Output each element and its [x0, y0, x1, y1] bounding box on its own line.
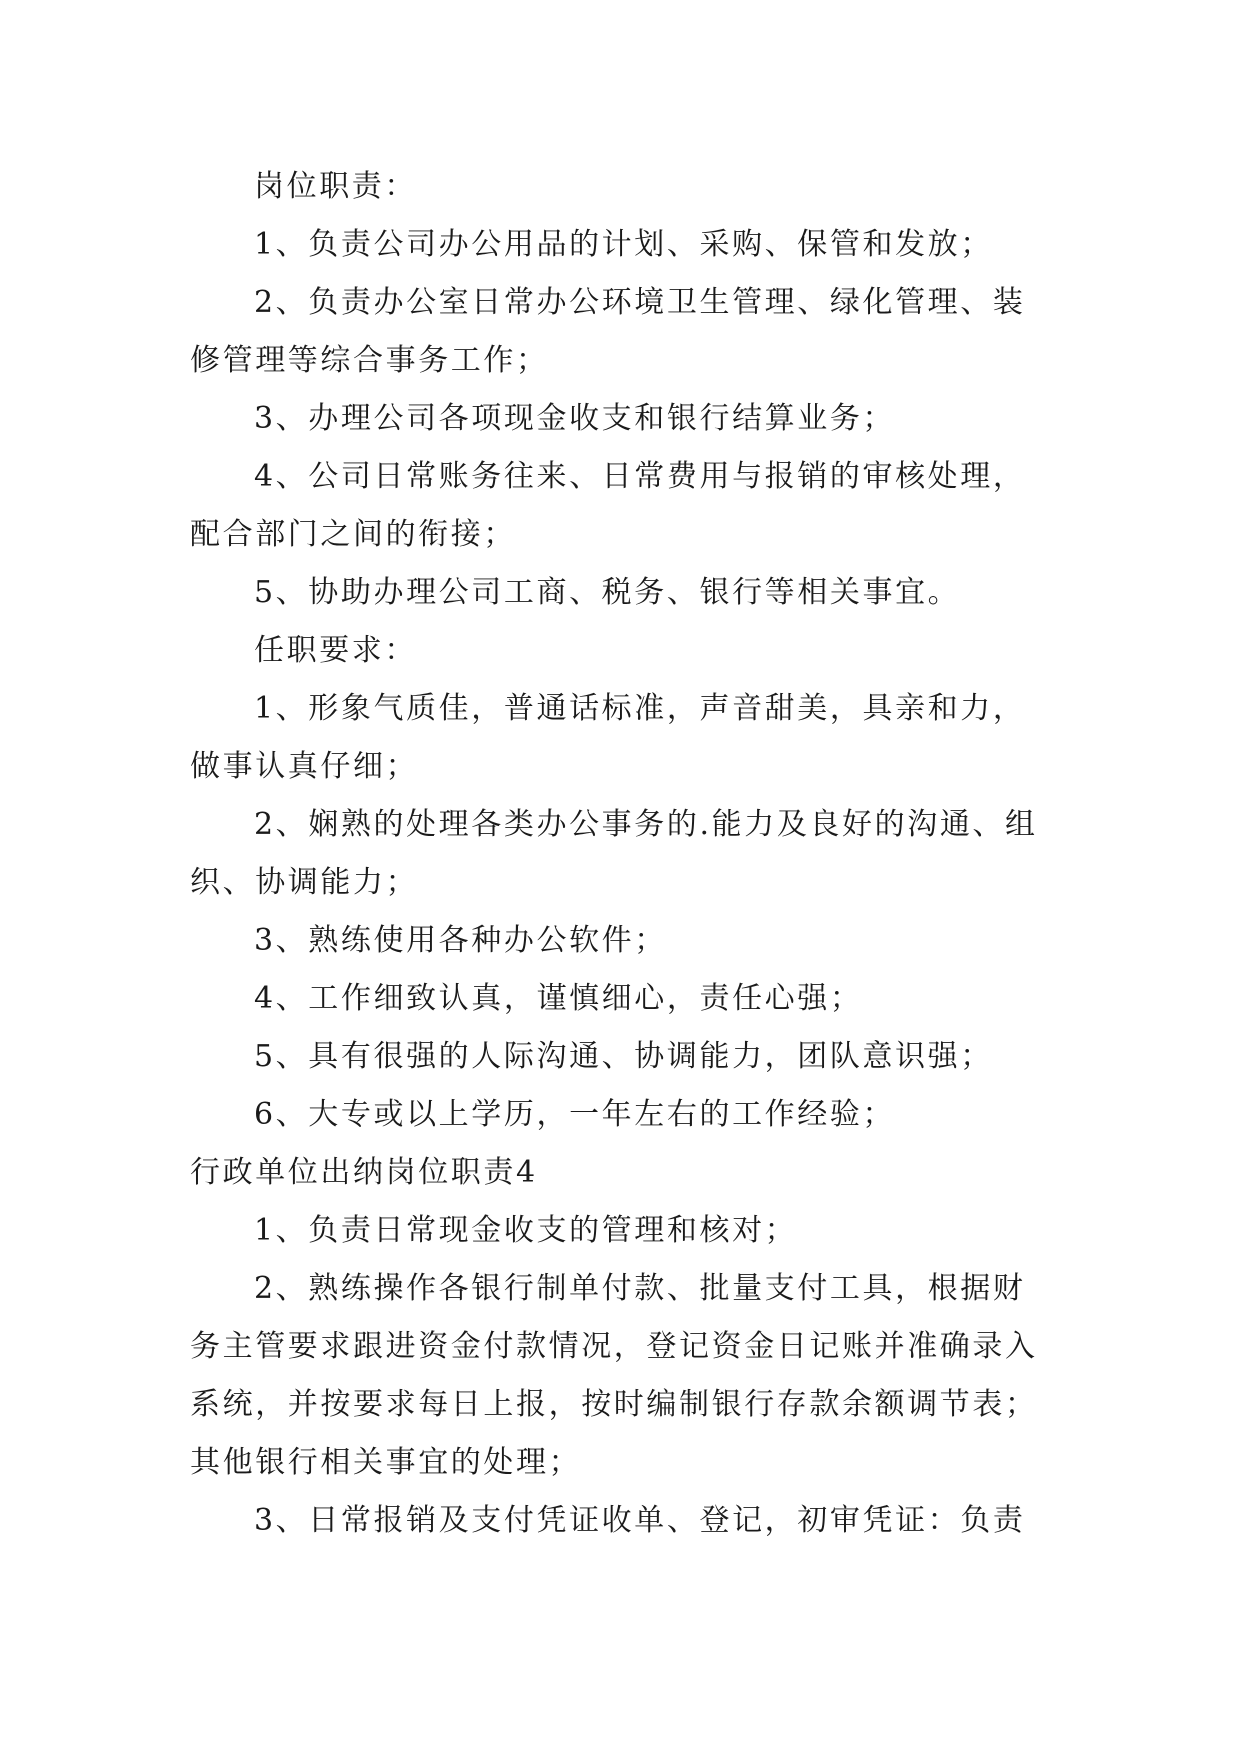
paragraph-requirement-2: 2、娴熟的处理各类办公事务的.能力及良好的沟通、组织、协调能力； — [190, 807, 1038, 900]
paragraph-duty-3: 3、办理公司各项现金收支和银行结算业务； — [254, 401, 896, 436]
paragraph-cashier-duty-1: 1、负责日常现金收支的管理和核对； — [254, 1213, 798, 1248]
paragraph-requirement-6: 6、大专或以上学历，一年左右的工作经验； — [254, 1097, 896, 1132]
paragraph-cashier-duty-3: 3、日常报销及支付凭证收单、登记，初审凭证：负责 — [254, 1503, 1026, 1538]
section-title: 行政单位出纳岗位职责4 — [190, 1155, 538, 1190]
paragraph-duty-4: 4、公司日常账务往来、日常费用与报销的审核处理，配合部门之间的衔接； — [190, 459, 1026, 552]
paragraph-requirement-3: 3、熟练使用各种办公软件； — [254, 923, 667, 958]
paragraph-requirement-4: 4、工作细致认真，谨慎细心，责任心强； — [254, 981, 863, 1016]
paragraph-requirements-heading: 任职要求： — [254, 633, 417, 668]
paragraph-duty-1: 1、负责公司办公用品的计划、采购、保管和发放； — [254, 227, 993, 262]
paragraph-cashier-duty-2: 2、熟练操作各银行制单付款、批量支付工具，根据财务主管要求跟进资金付款情况，登记资金日记账并准确录入系统，并按要求每日上报，按时编制银行存款余额调节表；其他银行相关事宜的处理； — [190, 1271, 1038, 1480]
document-page — [190, 158, 1050, 1550]
paragraph-duty-2: 2、负责办公室日常办公环境卫生管理、绿化管理、装修管理等综合事务工作； — [190, 285, 1026, 378]
paragraph-requirement-5: 5、具有很强的人际沟通、协调能力，团队意识强； — [254, 1039, 993, 1074]
paragraph-job-duties-heading: 岗位职责： — [254, 169, 417, 204]
paragraph-duty-5: 5、协助办理公司工商、税务、银行等相关事宜。 — [254, 575, 961, 610]
paragraph-requirement-1: 1、形象气质佳，普通话标准，声音甜美，具亲和力，做事认真仔细； — [190, 691, 1026, 784]
